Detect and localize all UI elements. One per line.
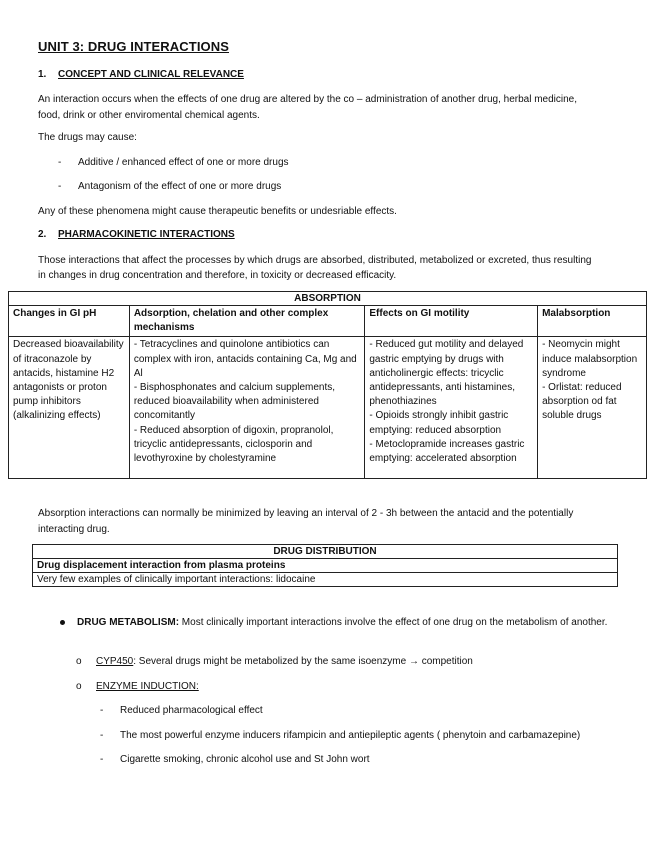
metabolism-label: DRUG METABOLISM:	[77, 617, 180, 628]
section-1-heading	[38, 68, 244, 82]
section-2-label: PHARMACOKINETIC INTERACTIONS	[58, 229, 235, 240]
section-1-number: 1.	[38, 69, 47, 80]
header-adsorption: Adsorption, chelation and other complex mechanisms	[129, 306, 365, 337]
header-gi-motility: Effects on GI motility	[365, 306, 538, 337]
header-malabsorption: Malabsorption	[538, 306, 647, 337]
list-item: - Reduced pharmacological effect	[100, 705, 263, 716]
section-1-label: CONCEPT AND CLINICAL RELEVANCE	[58, 69, 244, 80]
list-item: - Cigarette smoking, chronic alcohol use and St John wort	[100, 754, 370, 765]
bullet-dot	[60, 620, 65, 625]
cell-gi-motility: - Reduced gut motility and delayed gastric emptying by drugs with anticholinergic effects: tricyclic antidepressants, anti histamines, phenothiazines - Opioids strongly inhibit gastric emptying: reduced absorption - Metoclopramide increases gastric emptying: accelerated absorption	[365, 337, 538, 479]
distribution-caption: DRUG DISTRIBUTION	[33, 545, 618, 559]
cyp450-label: CYP450	[96, 656, 134, 667]
enzyme-induction-label: ENZYME INDUCTION:	[96, 681, 199, 692]
cyp450-item: o CYP450: Several drugs might be metabolized by the same isoenzyme → competition	[76, 656, 473, 667]
enzyme-induction-item: o ENZYME INDUCTION:	[76, 681, 199, 692]
absorption-note: Absorption interactions can normally be minimized by leaving an interval of 2 - 3h between the antacid and the potentially interacting drug.	[38, 508, 574, 535]
cyp450-text: : Several drugs might be metabolized by the same isoenzyme → competition	[133, 656, 473, 667]
list-item: - Additive / enhanced effect of one or more drugs	[58, 157, 289, 168]
list-item: - The most powerful enzyme inducers rifampicin and antiepileptic agents ( phenytoin and carbamazepine)	[100, 730, 581, 741]
distribution-row: Drug displacement interaction from plasma proteins	[33, 559, 618, 573]
section-2-number: 2.	[38, 229, 47, 240]
metabolism-text: Most clinically important interactions involve the effect of one drug on the metabolism of another.	[179, 617, 608, 628]
section-2-intro: Those interactions that affect the processes by which drugs are absorbed, distributed, metabolized or excreted, thus resulting in changes in drug concentration and therefore, in toxicity or decreased efficacity.	[38, 255, 592, 281]
cell-malabsorption: - Neomycin might induce malabsorption syndrome - Orlistat: reduced absorption od fat soluble drugs	[538, 337, 647, 479]
list-item: - Antagonism of the effect of one or more drugs	[58, 181, 282, 192]
distribution-table	[32, 544, 618, 587]
distribution-row: Very few examples of clinically important interactions: lidocaine	[33, 573, 618, 587]
metabolism-bullet	[60, 615, 620, 631]
section-1-conclusion: Any of these phenomena might cause therapeutic benefits or undesriable effects.	[38, 206, 397, 217]
cell-adsorption: - Tetracyclines and quinolone antibiotics can complex with iron, antacids containing Ca, Mg and Al - Bisphosphonates and calcium supplements, reduced bioavailability when administered concomitantly - Reduced absorption of digoxin, propranolol, tricyclic antidepressants, ciclosporin and levothyroxine by cholestyramine	[129, 337, 365, 479]
section-1-intro: An interaction occurs when the effects of one drug are altered by the co – administration of another drug, herbal medicine, food, drink or other enviromental chemical agents.	[38, 94, 578, 121]
may-cause-text: The drugs may cause:	[38, 132, 137, 143]
absorption-caption: ABSORPTION	[9, 292, 647, 306]
absorption-table	[8, 291, 647, 479]
cell-gi-ph: Decreased bioavailability of itraconazole by antacids, histamine H2 antagonists or proton pump inhibitors (alkalinizing effects)	[9, 337, 130, 479]
header-gi-ph: Changes in GI pH	[9, 306, 130, 337]
page-title: UNIT 3: DRUG INTERACTIONS	[38, 39, 229, 54]
section-2-heading	[38, 228, 235, 242]
